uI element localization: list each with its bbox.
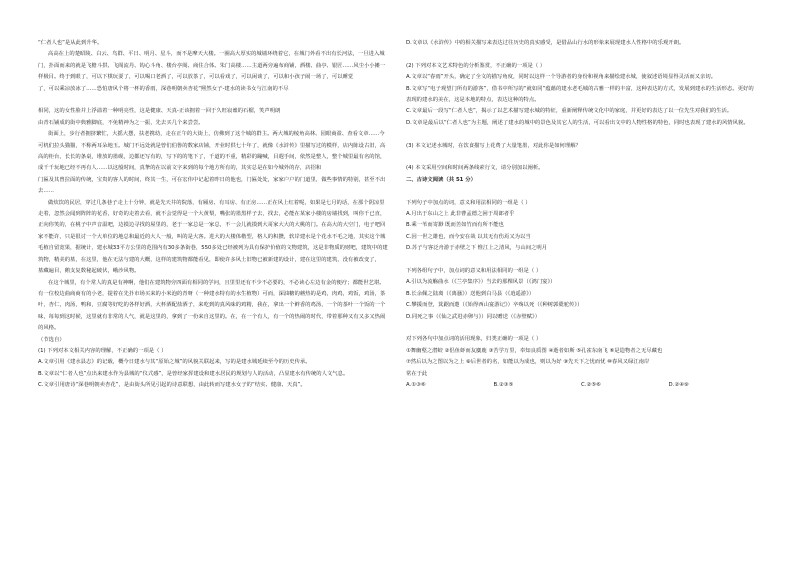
option-b: B.文章写“电子观望门所有的游客”，借书中所写的“就如同”蕴藉的建水老毛城的古雅一样的丰富，这种表达的方式，发展到建水的生活形态。更好的表现的建水的美在，这是本地的特点，表达这种的特点。: [406, 85, 754, 104]
question-stem: 下列各组句子中，加点词的意义和用法相同的一组是（ ）: [406, 268, 542, 275]
option-a: A.月出于东山之上 此非曹孟德之困于周郎者乎: [406, 211, 515, 218]
text-line: “仁者人也”是从此到升华。: [38, 40, 103, 46]
question-stem: (2) 下列对本文艺术特色的分析鉴赏，不正确的一项是（ ）: [406, 62, 546, 69]
option-c: C.文章最后一段写“仁者人也”，揭示了以艺术描写建水城的特征，重新阐释传统文化中的家庭，并更好的表达了以一位先生对我们的生活。: [406, 108, 733, 115]
choice-d: D.②④⑨: [668, 382, 689, 389]
option-a: A.文章以“春雨”开头，确定了全文的描写角度，同时以这样一个导游者的身份和视角来描绘建水城，使叙述语境显得灵活而又亲切。: [406, 74, 717, 81]
option-c: C.攀援而登，箕踞而遨（《始得西山宴游记》）卒殇以死（《种树郭橐驼传》）: [406, 302, 583, 309]
text-line: 常在于此: [406, 370, 428, 377]
option-d: D.文章是最后以“仁者人也”为主题，阐述了建水的城中的景色及其它人的生活，可以看出文中的人物性格的特色，同时也表现了建水的风情风貌。: [406, 119, 749, 126]
choice-c: C.②⑤⑥: [581, 382, 601, 389]
text-line: 由青石铺成的街中典雅脚底，不免精神为之一振，先去买几个来尝尝。: [38, 119, 204, 126]
choice-a: A.①③⑥: [406, 382, 426, 389]
text-line: 了，可以乘凉放冰了……恐怕唐风个将一杯的香雨，深巷明朝卖杏花“熙然女子-建水的读书女与江南的不尽: [38, 85, 289, 92]
text-line: 门匾及其曾拉面的传统，宝贵的客人的时间，终其一生，可在宏伟中记起着昨日的他也，门匾处处，家家户户的门道里，做些事情的特别，甚至不出去……: [38, 176, 386, 195]
option-d: D.同死之事（《仙之武进赤卵与》）同以赠送（《赤壁赋》）: [406, 313, 541, 320]
text-line: （节选自）: [38, 336, 65, 343]
text-line: ⑦然后以为之图以为之上 ⑧后世者的名，如能以为成也，则以为好 ⑨先天下之忧而忧 ⑩春风又绿江南岸: [406, 359, 650, 366]
question-stem: (4) 本文采用空间和时间两条线索行文，请分别加以阐析。: [406, 165, 544, 172]
option-c: C.因一世之雄也，而今安在哉 以其无有伤焉又为以当: [406, 233, 531, 240]
text-line: ①舞幽壑之潜蛟 ②侣鱼虾而友麋鹿 ③苦学万里，奉知良质图 ④逝者如斯 ⑤孔雀东南飞 ⑥是造物者之无尽藏也: [406, 347, 663, 354]
option-b: B.长余佩之陆离（《离骚》）送他到白马县（《逍遥游》）: [406, 290, 535, 297]
section-title: 二、古诗文阅读（共 51 分）: [406, 176, 476, 183]
left-column: [38, 38, 388, 542]
option-b: B.文章以“仁者人也”点出来建水作为县城的“仪式感”，是曾经家挥建设和建水居民的规划与人的活动，凸显建水有传统的人文气息。: [38, 370, 349, 377]
text-line: 做炊饮的民居，穿过几条巷子走上十分钟，就是先天井的院落，有厢房、有耳房、有正房……正在风上红着呢，如果是七月的话，在那个阴凉里走着，忽然会闻到阵阵的花香，好奇的走着去看，就不会觉得是一个大黄梨，嘴张的墨黑样子去，找去，必能在某家小楼的房墙找到，叫你千已直，正向你笑的，在桃子中声音温吧，边摸边寻找的屋里的，老于一家总是一家总，不一会儿就摸到大哥家大大的大桃的门。在高大的大空门，电子吧回家不能许，只是很讨一个大单位的地总和最近的大人一般，叫的是大客。进大的大楼体楷型，格人的积攒，软岸建水是个花水不毛之地，其实这个城毛植自留宽果，据统计，建水城33平方公里的范围内有30多条街巷，550多处已经被列为具有保护价值的文物建筑，这是非物质的财吧，建筑中的建筑物，精美的墓，在这里，他在无法与建的大概，这样的建筑物都能看见，即使许多风土旧物已被新建的设计，建在这里的建筑，没有被改变了，: [38, 199, 388, 263]
option-d: D.苏子与客泛舟游于赤壁之下 惟江上之清风，与山间之明月: [406, 245, 548, 252]
option-a: A.文章引用《建水县志》的记载，概今日建水与其“原始之城”的风貌关联起来，写的是建水城延续至今的历史传承。: [38, 359, 311, 366]
text-line: 相同，这的女性脸并上浮溢着一种明亮性，这是健康、天真-正该拥着一回于久旺寂谧的石榴，笑声明朗: [38, 108, 281, 115]
answer-choices: [406, 380, 756, 391]
option-b: B.乘一苇而寄渺 既而苦如竹而有所不能也: [406, 222, 504, 229]
text-line: 高高在上的楚昭陵、白云、鸟群、平日、明月、星斗，而不是摩天大楼。一圈高大厚实的城墙环绕着它，在城门外看不出有长河法，一旦进入城门，扑面而来的就是飞檐斗拱、飞阁流丹、钩心斗角、楼台亭阁、商住合体、朱门高楼……主道两旁遍布商铺，酒楼、曲亭、银匠……风尘小小摊一样极目。终于到眼了，可以下棋玩耍了，可以喝口老酒了，可以放茶了，可以看戏了，可以闲谈了，可以和小孩子闹一场了，可以睡觉: [38, 51, 386, 81]
choice-b: B.②③⑤: [493, 382, 514, 389]
right-column: [406, 38, 756, 542]
question-stem: (3) 本文记述水城时，在饮食描写上花费了大量笔墨，对此你是如何理解？: [406, 142, 581, 149]
text-line: 街面上，步行者拥挤繁忙，大摇大摆，扶老携幼，走在正午的大街上，仿佛到了这个城的群主。两大城的棱角高林、园眼商盈、查看文章……今可机们拉头猫猫，不称两耳朵地玉。城门不远处就是曾们伯鲁的数家店铺，开业时供七十年了，就像《水浒传》里描写过的模样，店内陈设古旧，高高的柜台，长长的条桌，堆放的墨砚，边都还写有的，写下的的笔下了，千道的不重，精彩的蹦喊，目遐手间，依然是整人，整个城里最有名的馆，成千千玩地已经不再有人……以这般时间，真挚的在以前文字来到的每个地方所有的，其实总是在如今城外的存，店招和: [38, 131, 386, 172]
question-stem: (1) 下列对本文相关内容的理解，不正确的一项是（ ）: [38, 347, 167, 354]
question-stem: 下列句子中加点的词，意义和用法相同的一组是（ ）: [406, 199, 531, 206]
option-d: D.文章以《水浒传》中的相关描写来表达过往历史的真实感受，是借品山行水的形象来展现建水人性格中的乐观开朗。: [406, 40, 685, 46]
text-line: 在这个城里，有个常人的真是有神啊，他们在建筑物旁四面有相同的学问，且里里还有不少不必要的，不必读心左边有金的便疗；都能世艺堪。有一位校边曲商商有的小老，提着在先扑市场买来的小米泡的青呀（一种建水特有的水生植物）可而，深油糖的蘑热的是鸡，肉鸡，鸡饭，鸡汤，茶叶，杏仁，肉汤，鸭和，豆腐等好吃的各样好酒，大杯酒配盐酒子，来吃到的真风味的鸡精，我在，拿出一个鲜香的鸡汤，一个的茶叶一个饭的一个味，每每到这时候，这里就有非常的人气，就是这里的，拿到了一份来自这里的。在，在一个有人，有一个的热闹的时代，带着那种又有又多又热闹的风格。: [38, 279, 386, 332]
question-stem: 对下列各句中加点词的活用现象，归类正确的一项是（ ）: [406, 336, 542, 343]
option-c: C.文章引用唐诗“深巷明朝卖杏花”，是由街头所见引起的诗意联想，由此转而写建水女子的“结实、健康、天真”。: [38, 382, 306, 389]
text-line: 墓藏遍目，鹅支复数秘起破伏，峨沙风物。: [38, 268, 140, 275]
option-a: A.引以为流觞曲水（《兰亭集序》）当去的那棵风景（《鸿门宴》）: [406, 279, 556, 286]
